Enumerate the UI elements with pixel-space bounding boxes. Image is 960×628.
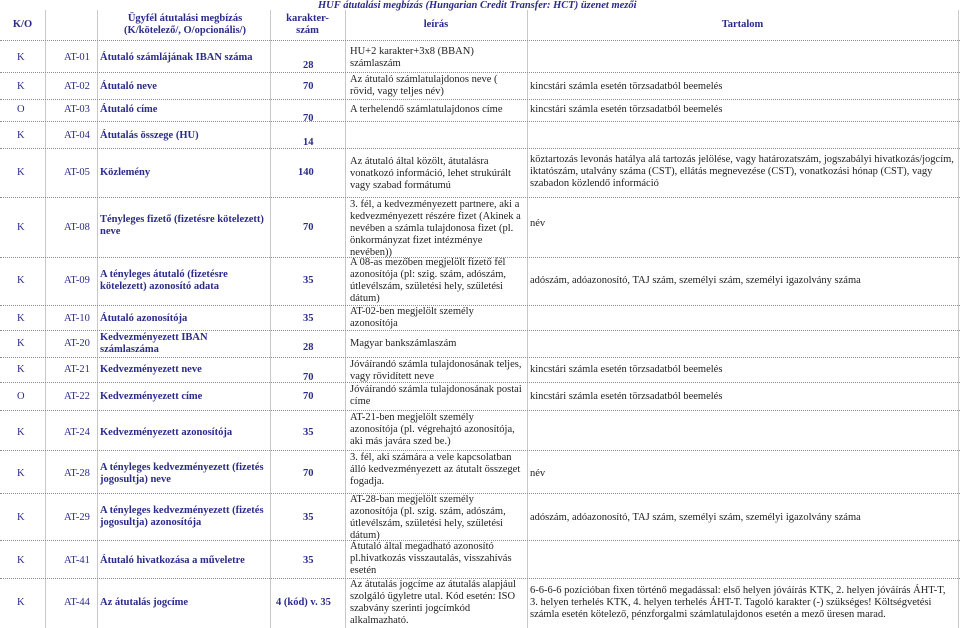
field-code: AT-29 (64, 512, 90, 523)
row-divider (0, 410, 960, 411)
field-content: kincstári számla esetén törzsadatból beemelés (530, 364, 723, 375)
field-length: 70 (303, 222, 314, 233)
field-name: Átutaló számlájának IBAN száma (100, 52, 253, 63)
field-description: AT-28-ban megjelölt személy azonosítója (pl. szig. szám, adószám, útlevélszám, születési hely, születési dátum) (350, 494, 506, 541)
field-content: kincstári számla esetén törzsadatból beemelés (530, 391, 723, 402)
row-divider (0, 450, 960, 451)
field-name: Átutaló neve (100, 81, 157, 92)
column-divider (97, 10, 98, 628)
field-length: 35 (303, 275, 314, 286)
field-name: Kedvezményezett IBAN számlaszáma (100, 332, 208, 355)
field-code: AT-22 (64, 391, 90, 402)
field-code: AT-04 (64, 130, 90, 141)
ko-flag: O (17, 391, 25, 402)
field-description: A 08-as mezőben megjelölt fizető fél azonosítója (pl: szig. szám, adószám, útlevélszám, születési hely, születési dátum) (350, 257, 506, 304)
ko-flag: K (17, 167, 25, 178)
field-length: 28 (303, 60, 314, 71)
field-name: Kedvezményezett neve (100, 364, 202, 375)
field-description: Jóváírandó számla tulajdonosának postai címe (350, 384, 522, 407)
row-divider (0, 148, 960, 149)
column-divider (527, 10, 528, 628)
header-content: Tartalom (721, 19, 764, 30)
header-len-line1: karakter- (286, 13, 329, 24)
field-content: név (530, 218, 546, 229)
field-name: Az átutalás jogcíme (100, 597, 189, 608)
row-divider (0, 121, 960, 122)
field-code: AT-24 (64, 427, 90, 438)
row-divider (0, 40, 960, 41)
field-code: AT-21 (64, 364, 90, 375)
ko-flag: K (17, 597, 25, 608)
field-name: Átutaló hivatkozása a műveletre (100, 555, 245, 566)
field-name: Átutalás összege (HU) (100, 130, 199, 141)
field-code: AT-03 (64, 104, 90, 115)
field-length: 35 (303, 313, 314, 324)
ko-flag: K (17, 555, 25, 566)
field-description: 3. fél, aki számára a vele kapcsolatban álló kedvezményezett az átutalt összeget fogadja. (350, 452, 521, 487)
header-name-line1: Ügyfél átutalási megbízás (127, 13, 243, 24)
field-name: Kedvezményezett címe (100, 391, 203, 402)
field-code: AT-20 (64, 338, 90, 349)
field-content: adószám, adóazonosító, TAJ szám, személyi szám, személyi igazolvány száma (530, 512, 861, 523)
field-length: 4 (kód) v. 35 (276, 597, 331, 608)
page-title: HUF átutalási megbízás (Hungarian Credit Transfer: HCT) üzenet mezői (318, 0, 637, 11)
ko-flag: K (17, 468, 25, 479)
field-name: A tényleges átutaló (fizetésre kötelezett) azonosító adata (100, 269, 228, 292)
field-length: 140 (298, 167, 314, 178)
field-code: AT-02 (64, 81, 90, 92)
ko-flag: K (17, 81, 25, 92)
field-length: 14 (303, 137, 314, 148)
field-name: Kedvezményezett azonosítója (100, 427, 233, 438)
field-code: AT-09 (64, 275, 90, 286)
field-code: AT-28 (64, 468, 90, 479)
row-divider (0, 72, 960, 73)
field-name: A tényleges kedvezményezett (fizetés jogosultja) azonosítója (100, 505, 264, 528)
ko-flag: O (17, 104, 25, 115)
field-description: 3. fél, a kedvezményezett partnere, aki a kedvezményezett részére fizet (Akinek a nevében a számla tulajdonosa fizet (pl. önkormányzat fizet intézménye nevében)) (350, 199, 521, 258)
header-ko: K/O (12, 19, 33, 30)
field-code: AT-44 (64, 597, 90, 608)
field-name: Tényleges fizető (fizetésre kötelezett) neve (100, 214, 264, 237)
column-divider (270, 10, 271, 628)
field-code: AT-10 (64, 313, 90, 324)
field-content: kincstári számla esetén törzsadatból beemelés (530, 104, 723, 115)
field-description: Az átutaló által közölt, átutalásra vonatkozó információ, lehet strukúrált vagy szabad formátumú (350, 156, 511, 191)
field-name: A tényleges kedvezményezett (fizetés jogosultja) neve (100, 462, 264, 485)
ko-flag: K (17, 338, 25, 349)
field-name: Átutaló címe (100, 104, 158, 115)
field-name: Átutaló azonosítója (100, 313, 188, 324)
field-content: köztartozás levonás hatálya alá tartozás jelölése, vagy határozatszám, jogszabályi hivatkozás/jogcím, iktatószám, utalvány száma (CST), ellátás megnevezése (CST), vonatkozási hónap (CST), vagy szabadon közlendő információ (530, 154, 954, 189)
field-description: HU+2 karakter+3x8 (BBAN) számlaszám (350, 46, 474, 69)
row-divider (0, 197, 960, 198)
field-description: Magyar bankszámlaszám (350, 338, 457, 349)
field-content: adószám, adóazonosító, TAJ szám, személyi szám, személyi igazolvány száma (530, 275, 861, 286)
ko-flag: K (17, 313, 25, 324)
field-length: 70 (303, 468, 314, 479)
field-description: Az átutaló számlatulajdonos neve ( rövid, vagy teljes név) (350, 74, 498, 97)
field-code: AT-41 (64, 555, 90, 566)
field-code: AT-05 (64, 167, 90, 178)
field-description: AT-21-ben megjelölt személy azonosítója (pl. végrehajtó azonosítója, aki más javára szed be.) (350, 412, 515, 447)
field-description: Jóváírandó számla tulajdonosának teljes, vagy rövidített neve (350, 359, 522, 382)
field-length: 70 (303, 81, 314, 92)
field-description: Átutaló által megadható azonosító pl.hivatkozás visszautalás, visszahívás esetén (350, 541, 512, 576)
header-name-line2: (K/kötelező/, O/opcionális/) (124, 25, 246, 36)
row-divider (0, 99, 960, 100)
field-length: 35 (303, 512, 314, 523)
field-code: AT-01 (64, 52, 90, 63)
column-divider (345, 10, 346, 628)
field-length: 70 (303, 391, 314, 402)
column-divider (45, 10, 46, 628)
header-len-line2: szám (296, 25, 319, 36)
field-content: 6-6-6-6 pozícióban fixen történő megadással: első helyen jóváírás KTK, 2. helyen jóváírás ÁHT-T, 3. helyen terhelés KTK, 4. helyen terhelés ÁHT-T. Tagoló karakter (-) szükséges! Költségvetési számla esetén kötelező, pénzforgalmi számlatulajdonos esetén a mező üresen marad. (530, 585, 946, 620)
field-content: név (530, 468, 546, 479)
field-length: 70 (303, 372, 314, 383)
field-description: Az átutalás jogcíme az átutalás alapjául szolgáló ügyletre utal. Kód esetén: ISO szabvány szerinti jogcímkód alkalmazható. (350, 579, 516, 626)
ko-flag: K (17, 512, 25, 523)
row-divider (0, 357, 960, 358)
ko-flag: K (17, 52, 25, 63)
column-divider (958, 10, 959, 628)
ko-flag: K (17, 364, 25, 375)
field-name: Közlemény (100, 167, 151, 178)
field-length: 28 (303, 342, 314, 353)
ko-flag: K (17, 130, 25, 141)
field-length: 35 (303, 427, 314, 438)
ko-flag: K (17, 275, 25, 286)
header-desc: leírás (423, 19, 449, 30)
row-divider (0, 330, 960, 331)
ko-flag: K (17, 222, 25, 233)
field-length: 35 (303, 555, 314, 566)
field-description: A terhelendő számlatulajdonos címe (350, 104, 503, 115)
ko-flag: K (17, 427, 25, 438)
field-length: 70 (303, 113, 314, 124)
field-code: AT-08 (64, 222, 90, 233)
field-description: AT-02-ben megjelölt személy azonosítója (350, 306, 474, 329)
field-content: kincstári számla esetén törzsadatból beemelés (530, 81, 723, 92)
